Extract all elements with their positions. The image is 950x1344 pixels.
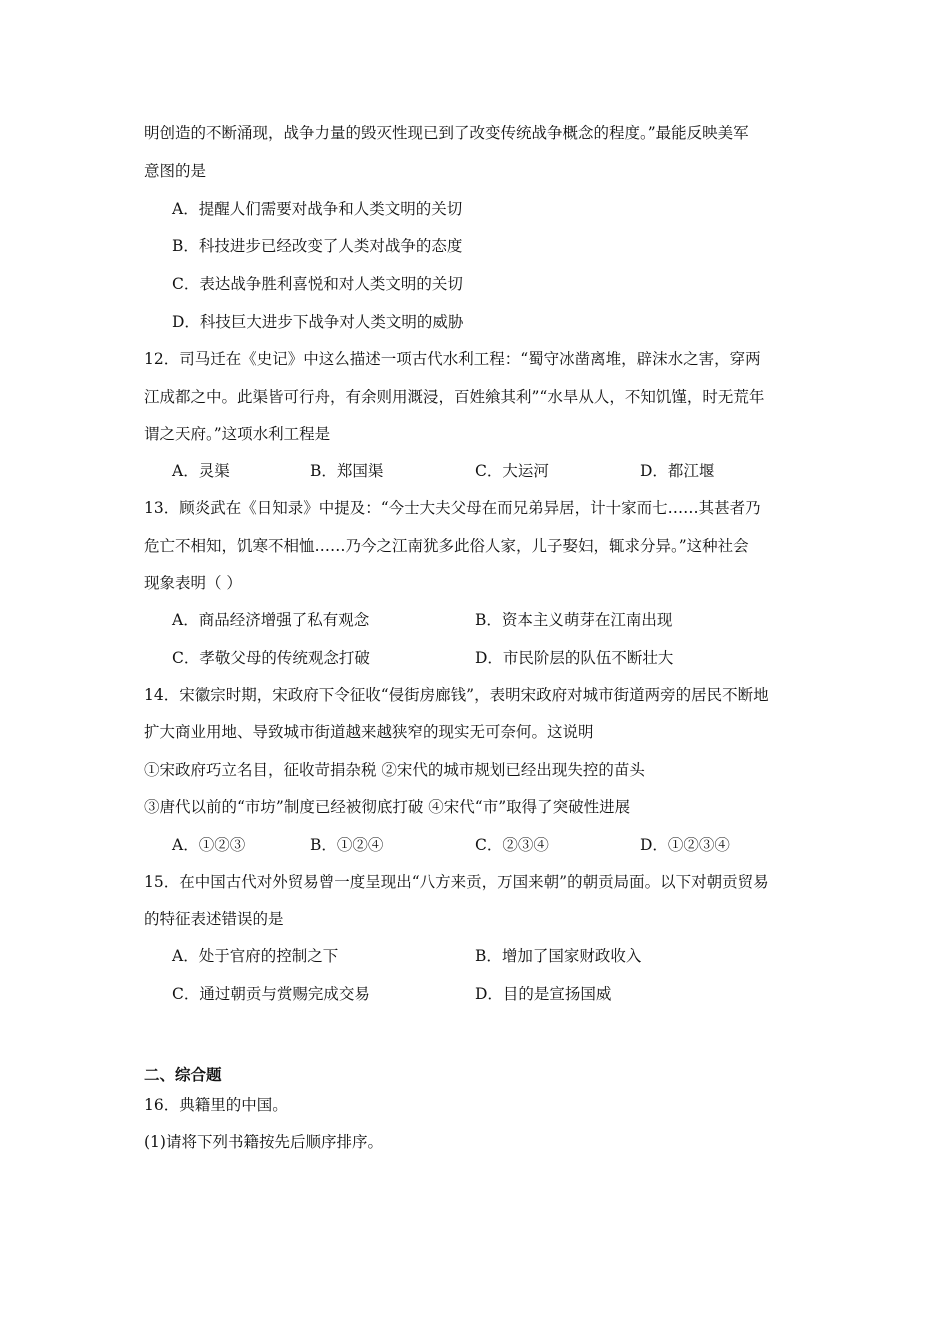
q13-option-c: C．孝敬父母的传统观念打破 xyxy=(172,649,370,667)
q16-title: 16．典籍里的中国。 xyxy=(144,1096,288,1114)
q11-option-a: A．提醒人们需要对战争和人类文明的关切 xyxy=(172,200,463,218)
q15-option-a: A．处于官府的控制之下 xyxy=(172,947,339,965)
q14-stem-line-1: 14．宋徽宗时期，宋政府下令征收“侵街房廊钱”，表明宋政府对城市街道两旁的居民不断地 xyxy=(144,686,769,704)
q13-option-a: A．商品经济增强了私有观念 xyxy=(172,611,370,629)
q12-option-b: B．郑国渠 xyxy=(310,462,384,480)
q12-stem-line-1: 12．司马迁在《史记》中这么描述一项古代水利工程：“蜀守冰凿离堆，辟沫水之害，穿两 xyxy=(144,350,761,368)
q15-stem-line-2: 的特征表述错误的是 xyxy=(144,910,284,928)
q15-stem-line-1: 15．在中国古代对外贸易曾一度呈现出“八方来贡，万国来朝”的朝贡局面。以下对朝贡贸易 xyxy=(144,873,769,891)
q12-option-d: D．都江堰 xyxy=(640,462,715,480)
q13-option-b: B．资本主义萌芽在江南出现 xyxy=(475,611,673,629)
q14-option-c: C．②③④ xyxy=(475,836,549,854)
q14-option-a: A．①②③ xyxy=(172,836,246,854)
q15-option-d: D．目的是宣扬国威 xyxy=(475,985,612,1003)
q14-option-d: D．①②③④ xyxy=(640,836,730,854)
q16-subquestion-1: (1)请将下列书籍按先后顺序排序。 xyxy=(144,1133,383,1151)
q11-option-d: D．科技巨大进步下战争对人类文明的威胁 xyxy=(172,313,464,331)
q11-stem-line-2: 意图的是 xyxy=(144,162,207,180)
q14-statement-3-4: ③唐代以前的“市坊”制度已经被彻底打破 ④宋代“市”取得了突破性进展 xyxy=(144,798,631,816)
q11-stem-line-1: 明创造的不断涌现，战争力量的毁灭性现已到了改变传统战争概念的程度。”最能反映美军 xyxy=(144,124,749,142)
q12-stem-line-3: 谓之天府。”这项水利工程是 xyxy=(144,425,331,443)
section-heading: 二、综合题 xyxy=(144,1065,222,1084)
q14-option-b: B．①②④ xyxy=(310,836,384,854)
q15-option-c: C．通过朝贡与赏赐完成交易 xyxy=(172,985,370,1003)
q13-stem-line-1: 13．顾炎武在《日知录》中提及：“今士大夫父母在而兄弟异居，计十家而七……其甚者乃 xyxy=(144,499,761,517)
q13-option-d: D．市民阶层的队伍不断壮大 xyxy=(475,649,674,667)
q12-option-c: C．大运河 xyxy=(475,462,549,480)
q11-option-b: B．科技进步已经改变了人类对战争的态度 xyxy=(172,237,463,255)
q15-option-b: B．增加了国家财政收入 xyxy=(475,947,642,965)
q13-stem-line-2: 危亡不相知，饥寒不相恤……乃今之江南犹多此俗人家，儿子娶妇，辄求分异。”这种社会 xyxy=(144,537,749,555)
q11-option-c: C．表达战争胜利喜悦和对人类文明的关切 xyxy=(172,275,463,293)
q12-stem-line-2: 江成都之中。此渠皆可行舟，有余则用溉浸，百姓飨其利”“水旱从人，不知饥馑，时无荒年 xyxy=(144,388,765,406)
q12-option-a: A．灵渠 xyxy=(172,462,230,480)
q14-stem-line-2: 扩大商业用地、导致城市街道越来越狭窄的现实无可奈何。这说明 xyxy=(144,723,594,741)
q13-stem-line-3: 现象表明（ ） xyxy=(144,574,242,592)
q14-statement-1-2: ①宋政府巧立名目，征收苛捐杂税 ②宋代的城市规划已经出现失控的苗头 xyxy=(144,761,645,779)
